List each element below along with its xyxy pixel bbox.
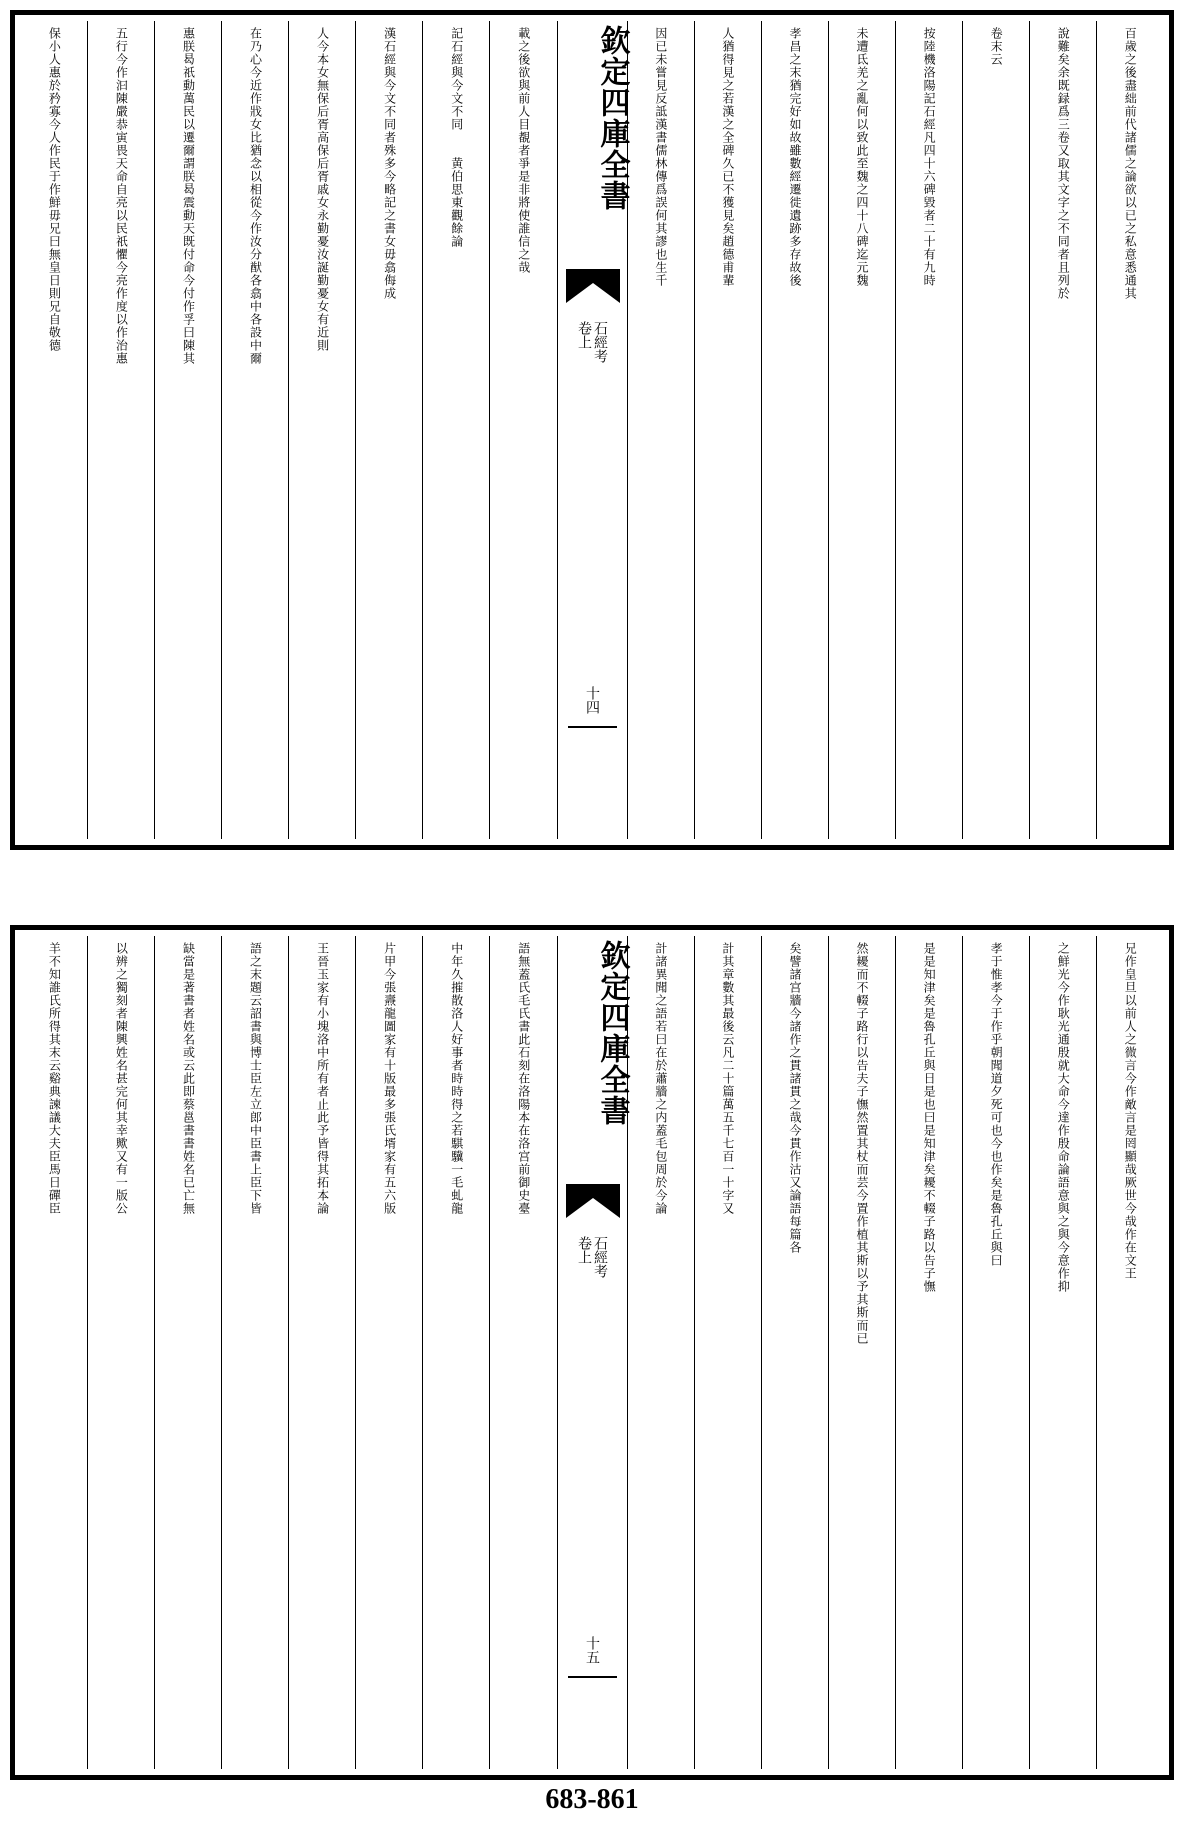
text-column [962, 21, 1029, 839]
column-text: 因已未嘗見反詆漢書儒林傳爲誤何其謬也生千 [653, 27, 668, 287]
column-text: 孝昌之末猶完好如故雖數經遷徙遺跡多存故後 [787, 27, 802, 287]
column-text: 人猶得見之若漢之全碑久已不獲見矣趙德甫輩 [720, 27, 735, 287]
text-column [422, 21, 489, 839]
folio-number-text: 十五 [584, 1636, 600, 1664]
text-column [694, 21, 761, 839]
text-column [761, 936, 828, 1769]
fold-subtitle [558, 1236, 627, 1278]
folio-number [558, 1636, 627, 1664]
fold-rule [568, 1676, 617, 1678]
fold-subtitle-volume: 卷上 [576, 321, 592, 349]
fold-subtitle-book: 石經考 [592, 321, 608, 363]
fold-subtitle [558, 321, 627, 363]
fold-title [558, 940, 630, 1126]
text-column [221, 936, 288, 1769]
fold-title-text: 欽定四庫全書 [594, 25, 630, 211]
column-text: 惠朕曷祇動萬民以遷爾謂朕曷震動天既付命今付作孚曰陳其 [181, 27, 196, 365]
column-text: 孝于惟孝今于作乎朝聞道夕死可也今也作矣是魯孔丘與曰 [989, 942, 1004, 1267]
column-text: 之鮮光今作耿光通殷就大命今達作殷命論語意與之與今意作抑 [1056, 942, 1071, 1293]
text-column [87, 936, 154, 1769]
column-text: 在乃心今近作戕女比猶念以相從今作汝分猷各翕中各設中爾 [248, 27, 263, 365]
center-fold [557, 936, 630, 1769]
center-fold [557, 21, 630, 839]
fish-tail-icon [566, 269, 620, 303]
column-text: 語無蓋氏毛氏書此石刻在洛陽本在洛宫前御史臺 [516, 942, 531, 1215]
column-text: 矣譬諸宫牆今諸作之貫諸貫之哉今貫作沽又論語每篇各 [787, 942, 802, 1254]
column-text: 缺當是著書者姓名或云此即蔡邕書書姓名已亡無 [181, 942, 196, 1215]
text-column [1029, 936, 1096, 1769]
text-column [1096, 21, 1163, 839]
text-column [21, 21, 87, 839]
column-text: 百歲之後盡絀前代諸儒之論欲以已之私意悉通其 [1123, 27, 1138, 300]
column-text: 片甲今張燾龍圖家有十版最多張氏壻家有五六版 [382, 942, 397, 1215]
column-text: 羊不知誰氏所得其末云谿典諫議大夫臣馬日磾臣 [47, 942, 62, 1215]
text-column [1096, 936, 1163, 1769]
fold-subtitle-volume: 卷上 [576, 1236, 592, 1264]
text-column [154, 21, 221, 839]
text-column [288, 936, 355, 1769]
text-column [21, 936, 87, 1769]
top-page-columns [21, 21, 1163, 839]
column-text: 載之後欲與前人目覩者爭是非將使誰信之哉 [516, 27, 531, 274]
fold-title-text: 欽定四庫全書 [594, 940, 630, 1126]
fish-tail-icon [566, 1184, 620, 1218]
text-column [489, 936, 556, 1769]
text-column [288, 21, 355, 839]
column-text: 兄作皇旦以前人之微言今作敵言是罔顯哉厥世今哉作在文王 [1123, 942, 1138, 1280]
bottom-page [10, 925, 1174, 1780]
column-text: 保小人惠於矜寡今人作民于作鮮毋兄曰無皇日則兄自敬德 [47, 27, 62, 352]
column-text: 計其章數其最後云凡二十篇萬五千七百一十字又 [720, 942, 735, 1215]
text-column [895, 21, 962, 839]
column-text: 中年久摧散洛人好事者時時得之若騏驥一毛虬龍 [449, 942, 464, 1215]
text-column [87, 21, 154, 839]
column-text: 未遭氐羌之亂何以致此至魏之四十八碑迄元魏 [855, 27, 870, 287]
text-column [694, 936, 761, 1769]
column-text: 人今本女無保后胥高保后胥戚女永勤憂汝誕勤憂女有近則 [315, 27, 330, 352]
text-column [962, 936, 1029, 1769]
column-text: 是是知津矣是魯孔丘與日是也曰是知津矣耰不輟子路以告子憮 [922, 942, 937, 1293]
column-text: 記石經與今文不同 黄伯思東觀餘論 [449, 27, 464, 248]
column-text: 漢石經與今文不同者殊多今略記之書女毋翕侮成 [382, 27, 397, 300]
page-code: 683-861 [545, 1784, 639, 1815]
fold-rule [568, 726, 617, 728]
text-column [355, 936, 422, 1769]
text-column [1029, 21, 1096, 839]
column-text: 王晉玉家有小塊洛中所有者止此予皆得其拓本論 [315, 942, 330, 1215]
folio-number [558, 686, 627, 714]
text-column [627, 21, 694, 839]
text-column [761, 21, 828, 839]
text-column [221, 21, 288, 839]
column-text: 說難矣余既録爲三卷又取其文字之不同者且列於 [1056, 27, 1071, 300]
bottom-page-columns [21, 936, 1163, 1769]
column-text: 計諸異聞之語若曰在於蕭牆之内蓋毛包周於今論 [653, 942, 668, 1215]
column-text: 五行今作汩陳嚴恭寅畏天命自亮以民祇懼今亮作度以作治惠 [114, 27, 129, 365]
top-page [10, 10, 1174, 850]
column-text: 然耰而不輟子路行以告夫子憮然置其杖而芸今置作植其斯以予其斯而已 [855, 942, 870, 1345]
fold-title [558, 25, 630, 211]
column-text: 以辨之獨刻者陳興姓名甚完何其幸歟又有一版公 [114, 942, 129, 1215]
text-column [422, 936, 489, 1769]
text-column [154, 936, 221, 1769]
column-text: 語之末題云詔書與博士臣左立郎中臣書上臣下皆 [248, 942, 263, 1215]
text-column [828, 21, 895, 839]
column-text: 按陸機洛陽記石經凡四十六碑毀者二十有九時 [922, 27, 937, 287]
text-column [895, 936, 962, 1769]
column-text: 卷末云 [989, 27, 1004, 66]
folio-number-text: 十四 [584, 686, 600, 714]
text-column [828, 936, 895, 1769]
text-column [627, 936, 694, 1769]
text-column [355, 21, 422, 839]
text-column [489, 21, 556, 839]
fold-subtitle-book: 石經考 [592, 1236, 608, 1278]
